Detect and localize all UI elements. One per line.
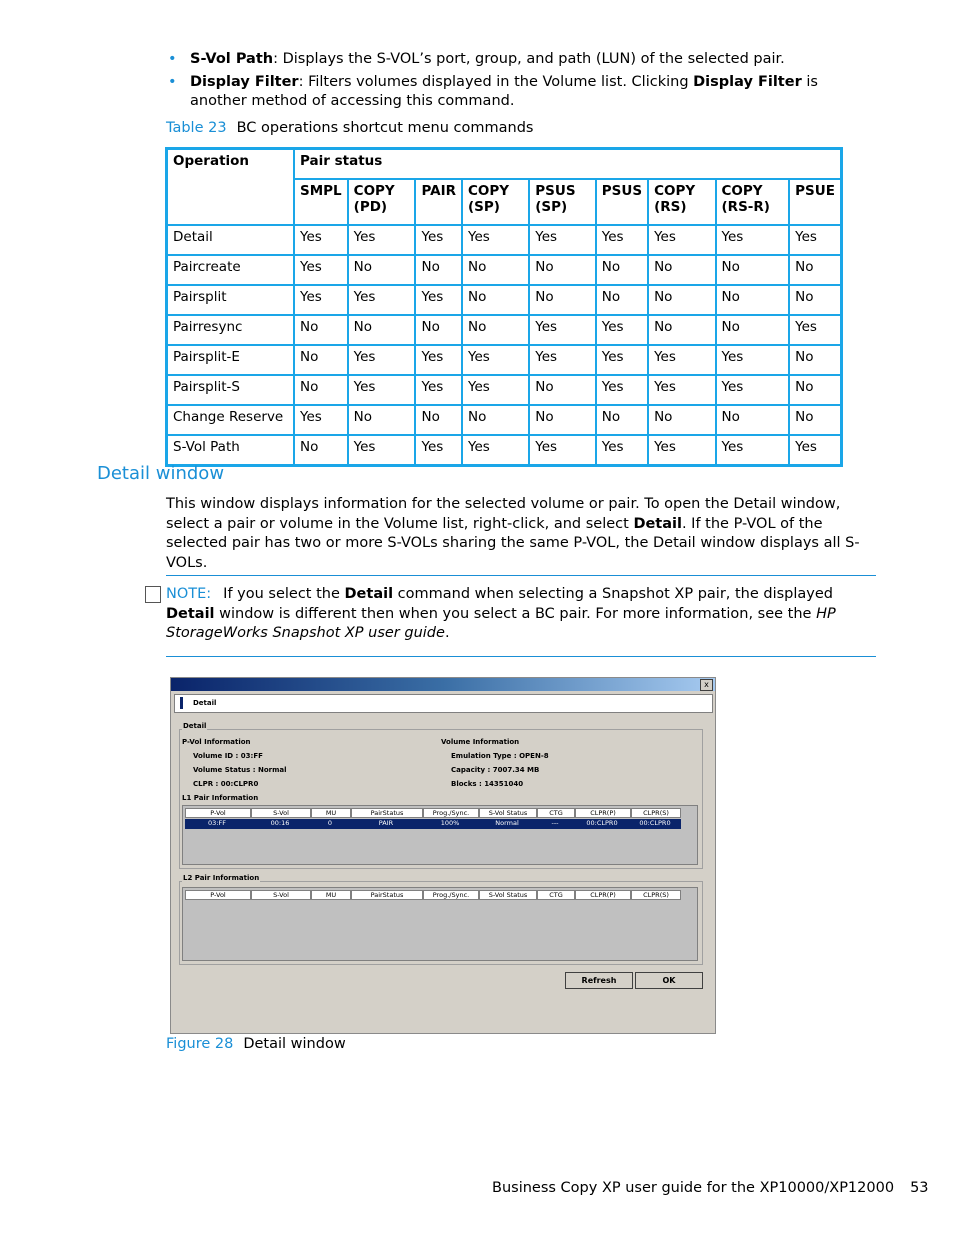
pair-cell: 03:FF [208,819,226,827]
emulation-type: Emulation Type : OPEN-8 [451,752,549,760]
paragraph-text: . If the P-VOL of the selected pair has two or more S-VOLs sharing the same P-VOL, the Detail window displays all S-VOLs. [166,515,860,571]
status-cell: Yes [596,435,648,466]
status-cell: Yes [716,225,790,255]
status-cell: Yes [648,375,715,405]
status-cell: Yes [529,315,596,345]
note-part: command when selecting a Snapshot XP pair, the displayed [393,586,834,602]
pvol-heading: P-Vol Information [182,738,251,746]
status-cell: No [294,375,348,405]
status-cell: No [529,405,596,435]
status-cell: No [789,285,841,315]
status-cell: Yes [294,255,348,285]
paragraph-text: This window displays information for the selected volume or pair. To open the Detail window, select a pair or volume in the Volume list, right-click, and select [166,496,841,532]
status-cell: No [596,255,648,285]
status-cell: Yes [348,435,416,466]
grid-column-header[interactable]: Prog./Sync. [423,890,479,900]
status-cell: No [648,285,715,315]
grid-column-header[interactable]: S-Vol [251,890,311,900]
status-cell: Yes [462,225,529,255]
status-cell: No [529,285,596,315]
status-column-header: COPY (SP) [462,179,529,225]
status-cell: Yes [462,375,529,405]
operation-cell: Pairsplit-S [167,375,295,405]
note-part: window is different then when you select a BC pair. For more information, see the [214,605,817,622]
status-cell: No [462,315,529,345]
status-cell: Yes [529,225,596,255]
status-column-header: PSUS (SP) [529,179,596,225]
status-cell: No [348,315,416,345]
grid-column-header[interactable]: PairStatus [351,808,423,818]
note-bold: Detail [166,605,215,622]
bullet-term: Display Filter [190,74,299,90]
table-row [167,255,842,285]
note-part: . [444,625,450,641]
status-cell: Yes [529,435,596,466]
table-row [167,435,842,466]
volume-info-heading: Volume Information [441,738,520,746]
note-part: If you select the [223,586,345,602]
grid-column-header[interactable]: Prog./Sync. [423,808,479,818]
window-titlebar [171,678,715,691]
status-cell: Yes [789,225,841,255]
status-cell: Yes [415,225,462,255]
bullet-svol-path [166,50,876,69]
status-cell: Yes [716,435,790,466]
section-title: Detail window [97,463,225,484]
status-cell: Yes [596,225,648,255]
note-box [166,575,876,657]
header-operation: Operation [167,149,295,226]
l1-heading: L1 Pair Information [182,794,259,802]
status-cell: No [294,345,348,375]
status-cell: No [789,345,841,375]
l2-pair-table[interactable] [182,887,698,961]
table-caption [166,120,533,136]
status-cell: Yes [294,285,348,315]
status-cell: No [462,405,529,435]
status-cell: Yes [415,435,462,466]
operation-cell: Paircreate [167,255,295,285]
window-title-panel [174,694,713,713]
footer-text: Business Copy XP user guide for the XP10000/XP12000 [492,1180,895,1196]
bullet-list [166,50,876,115]
status-cell: Yes [294,405,348,435]
pair-cell: Normal [495,819,519,827]
blocks: Blocks : 14351040 [451,780,524,788]
window-title: Detail [193,699,217,707]
pair-cell: 00:CLPR0 [639,819,671,827]
status-cell: No [596,405,648,435]
status-cell: No [789,375,841,405]
grid-column-header[interactable]: CLPR(P) [575,890,631,900]
figure-caption [166,1036,346,1052]
pair-cell: PAIR [378,819,394,827]
table-row [167,405,842,435]
grid-column-header[interactable]: CLPR(S) [631,808,681,818]
bullet-display-filter [166,73,876,111]
grid-column-header[interactable]: P-Vol [185,808,251,818]
operation-cell: Detail [167,225,295,255]
pair-cell: 100% [440,819,460,827]
status-cell: Yes [348,375,416,405]
status-cell: No [529,375,596,405]
status-cell: No [348,405,416,435]
status-cell: No [462,285,529,315]
note-bold: Detail [344,586,394,602]
grid-column-header[interactable]: S-Vol [251,808,311,818]
body-paragraph [166,495,876,573]
table-row [167,345,842,375]
status-cell: Yes [789,435,841,466]
status-column-header: PAIR [415,179,462,225]
pair-cell: --- [551,819,559,827]
status-cell: No [789,255,841,285]
figure-caption-label: Figure 28 [166,1036,234,1052]
note-icon [145,586,161,603]
clpr: CLPR : 00:CLPR0 [193,780,259,788]
status-cell: Yes [716,345,790,375]
pair-cell: 0 [327,819,333,827]
status-column-header: PSUS [596,179,648,225]
grid-column-header[interactable]: PairStatus [351,890,423,900]
title-marker [180,697,183,709]
status-cell: No [648,255,715,285]
note-italic: HP StorageWorks Snapshot XP user guide [166,605,836,641]
status-cell: No [789,405,841,435]
status-column-header: SMPL [294,179,348,225]
grid-column-header[interactable]: S-Vol Status [479,808,537,818]
status-column-header: PSUE [789,179,841,225]
status-cell: Yes [648,225,715,255]
status-cell: Yes [648,435,715,466]
status-cell: Yes [348,345,416,375]
status-cell: No [415,405,462,435]
pair-cell: 00:16 [270,819,290,827]
table-row [167,285,842,315]
note-text [166,585,876,644]
status-cell: Yes [596,345,648,375]
bullet-term: S-Vol Path [190,51,274,67]
status-cell: Yes [462,435,529,466]
pair-cell: 00:CLPR0 [586,819,618,827]
status-cell: Yes [596,375,648,405]
bullet-dot: • [168,74,177,90]
status-cell: Yes [348,285,416,315]
status-cell: No [716,405,790,435]
status-cell: Yes [462,345,529,375]
grid-column-header[interactable]: CLPR(P) [575,808,631,818]
status-cell: Yes [415,345,462,375]
table-row [167,225,842,255]
detail-window-screenshot [170,677,716,1034]
header-pair-status: Pair status [294,149,842,180]
note-label: NOTE: [166,586,212,602]
grid-column-header[interactable]: CTG [537,890,575,900]
status-cell: No [348,255,416,285]
table-caption-text: BC operations shortcut menu commands [236,120,534,136]
grid-column-header[interactable]: MU [311,808,351,818]
status-cell: No [294,435,348,466]
operations-table [165,147,843,467]
status-cell: No [716,285,790,315]
figure-caption-text: Detail window [243,1036,346,1052]
status-cell: No [529,255,596,285]
capacity: Capacity : 7007.34 MB [451,766,540,774]
refresh-button[interactable]: Refresh [565,972,633,989]
l1-pair-table[interactable] [182,805,698,865]
table-caption-label: Table 23 [166,120,227,136]
bullet-dot: • [168,51,177,67]
page-footer [492,1180,929,1196]
detail-group-label: Detail [183,722,207,730]
status-cell: No [415,315,462,345]
bullet-term: Display Filter [693,74,802,90]
status-cell: Yes [789,315,841,345]
operation-cell: Pairsplit [167,285,295,315]
status-column-header: COPY (RS-R) [716,179,790,225]
operation-cell: Pairsplit-E [167,345,295,375]
table-row [167,315,842,345]
status-cell: No [716,255,790,285]
table-row [167,375,842,405]
status-cell: Yes [294,225,348,255]
close-icon[interactable]: x [700,679,713,691]
ok-button[interactable]: OK [635,972,703,989]
grid-column-header[interactable]: P-Vol [185,890,251,900]
volume-status: Volume Status : Normal [193,766,287,774]
status-cell: Yes [716,375,790,405]
status-cell: Yes [529,345,596,375]
status-cell: Yes [596,315,648,345]
status-cell: No [415,255,462,285]
bullet-text: : Filters volumes displayed in the Volume list. Clicking [298,74,694,90]
status-column-header: COPY (PD) [348,179,416,225]
status-cell: Yes [415,375,462,405]
status-cell: No [648,315,715,345]
paragraph-bold: Detail [633,515,682,532]
status-cell: No [294,315,348,345]
bullet-text: is another method of accessing this command. [190,74,818,109]
operation-cell: Pairresync [167,315,295,345]
status-cell: Yes [648,345,715,375]
status-cell: No [462,255,529,285]
volume-id: Volume ID : 03:FF [193,752,263,760]
bullet-text: : Displays the S-VOL’s port, group, and path (LUN) of the selected pair. [273,51,785,67]
page-number: 53 [910,1180,929,1196]
operation-cell: Change Reserve [167,405,295,435]
grid-column-header[interactable]: CTG [537,808,575,818]
l2-heading: L2 Pair Information [183,874,260,882]
grid-column-header[interactable]: MU [311,890,351,900]
status-cell: No [648,405,715,435]
status-cell: Yes [415,285,462,315]
status-cell: No [596,285,648,315]
status-cell: Yes [348,225,416,255]
grid-column-header[interactable]: CLPR(S) [631,890,681,900]
operation-cell: S-Vol Path [167,435,295,466]
grid-column-header[interactable]: S-Vol Status [479,890,537,900]
status-cell: No [716,315,790,345]
status-column-header: COPY (RS) [648,179,715,225]
